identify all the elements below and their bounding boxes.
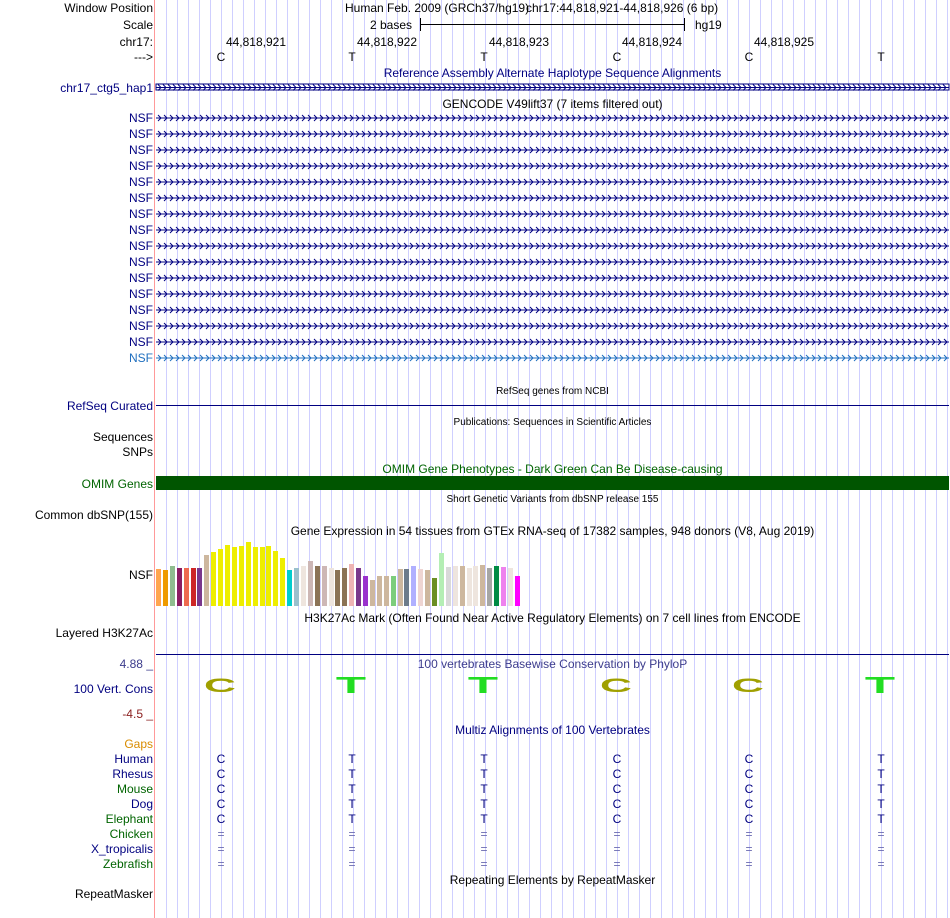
gtex-tissue-bar[interactable] [211, 552, 216, 606]
gtex-tissue-bar[interactable] [239, 546, 244, 606]
scale-bar [420, 24, 684, 25]
multiz-aligned-base: = [348, 827, 356, 841]
gtex-tissue-bar[interactable] [391, 576, 396, 606]
gtex-tissue-bar[interactable] [322, 566, 327, 606]
gtex-tissue-bar[interactable] [363, 576, 368, 606]
gtex-label[interactable]: NSF [129, 568, 153, 582]
refseq-title[interactable]: RefSeq genes from NCBI [496, 386, 609, 397]
multiz-aligned-base: = [745, 857, 753, 871]
gtex-tissue-bar[interactable] [156, 569, 161, 606]
h3k27ac-title[interactable]: H3K27Ac Mark (Often Found Near Active Regulatory Elements) on 7 cell lines from ENCODE [304, 611, 801, 625]
multiz-species-label[interactable]: Dog [130, 797, 153, 811]
sequence-base: C [744, 50, 754, 64]
multiz-aligned-base: C [216, 812, 226, 826]
multiz-aligned-base: T [348, 812, 356, 826]
refseq-label[interactable]: RefSeq Curated [66, 399, 153, 413]
multiz-aligned-base: T [348, 767, 356, 781]
multiz-aligned-base: C [216, 752, 226, 766]
sequence-base: C [612, 50, 622, 64]
coordinate-label: 44,818,924 [621, 35, 682, 49]
window-position-label[interactable]: Window Position [64, 1, 153, 15]
gtex-tissue-bar[interactable] [377, 576, 382, 606]
gtex-tissue-bar[interactable] [487, 568, 492, 606]
gtex-tissue-bar[interactable] [384, 576, 389, 606]
gtex-tissue-bar[interactable] [246, 542, 251, 606]
gencode-transcript-feature[interactable] [156, 175, 949, 189]
gencode-transcript-label[interactable]: NSF [129, 175, 153, 189]
multiz-aligned-base: = [613, 842, 621, 856]
multiz-species-label[interactable]: Elephant [105, 812, 153, 826]
gtex-tissue-bar[interactable] [191, 568, 196, 606]
scale-db: hg19 [695, 18, 722, 32]
multiz-aligned-base: = [745, 842, 753, 856]
multiz-aligned-base: C [744, 812, 754, 826]
gtex-tissue-bar[interactable] [501, 567, 506, 606]
gencode-transcript-feature[interactable] [156, 303, 949, 317]
multiz-aligned-base: = [613, 857, 621, 871]
gencode-transcript-feature[interactable] [156, 159, 949, 173]
gencode-transcript-feature[interactable] [156, 223, 949, 237]
gencode-transcript-feature[interactable] [156, 351, 949, 365]
position-text: chr17:44,818,921-44,818,926 (6 bp) [526, 1, 719, 15]
phylop-base-glyph: C [732, 673, 764, 697]
gtex-tissue-bar[interactable] [294, 568, 299, 606]
multiz-aligned-base: T [480, 767, 488, 781]
gencode-transcript-label[interactable]: NSF [129, 111, 153, 125]
gtex-bar-chart[interactable] [156, 540, 536, 606]
repeatmasker-label[interactable]: RepeatMasker [74, 887, 153, 901]
chrom-label[interactable]: chr17: [119, 35, 153, 49]
coordinate-label: 44,818,925 [753, 35, 814, 49]
gtex-tissue-bar[interactable] [177, 568, 182, 606]
gencode-transcript-label[interactable]: NSF [129, 351, 153, 365]
gtex-tissue-bar[interactable] [197, 568, 202, 606]
multiz-aligned-base: = [217, 857, 225, 871]
multiz-aligned-base: = [348, 842, 356, 856]
multiz-aligned-base: C [744, 797, 754, 811]
gtex-tissue-bar[interactable] [356, 568, 361, 606]
gtex-tissue-bar[interactable] [370, 580, 375, 606]
multiz-species-label[interactable]: Human [114, 752, 153, 766]
gtex-tissue-bar[interactable] [266, 546, 271, 606]
gencode-transcript-feature[interactable] [156, 255, 949, 269]
gencode-transcript-label[interactable]: NSF [129, 303, 153, 317]
multiz-title[interactable]: Multiz Alignments of 100 Vertebrates [455, 723, 650, 737]
multiz-species-label[interactable]: Chicken [109, 827, 153, 841]
gtex-tissue-bar[interactable] [467, 568, 472, 606]
gtex-tissue-bar[interactable] [411, 566, 416, 606]
gencode-transcript-label[interactable]: NSF [129, 255, 153, 269]
coordinate-label: 44,818,921 [225, 35, 286, 49]
gencode-transcript-feature[interactable] [156, 287, 949, 301]
multiz-aligned-base: C [612, 812, 622, 826]
multiz-aligned-base: C [744, 782, 754, 796]
dbsnp-label[interactable]: Common dbSNP(155) [34, 508, 153, 522]
multiz-gaps-label[interactable]: Gaps [124, 737, 153, 751]
gencode-transcript-label[interactable]: NSF [129, 127, 153, 141]
gtex-tissue-bar[interactable] [342, 568, 347, 606]
multiz-aligned-base: = [745, 827, 753, 841]
track-separator-line [154, 0, 155, 918]
gtex-tissue-bar[interactable] [260, 547, 265, 606]
multiz-aligned-base: = [877, 842, 885, 856]
scale-bar-right-tick [684, 18, 685, 31]
sequence-base: T [877, 50, 885, 64]
gtex-tissue-bar[interactable] [515, 576, 520, 606]
gtex-title[interactable]: Gene Expression in 54 tissues from GTEx RNA-seq of 17382 samples, 948 donors (V8, Aug 2019) [290, 524, 815, 538]
gtex-tissue-bar[interactable] [453, 566, 458, 606]
multiz-aligned-base: C [612, 767, 622, 781]
gencode-transcript-label[interactable]: NSF [129, 319, 153, 333]
multiz-aligned-base: C [216, 767, 226, 781]
multiz-aligned-base: C [612, 782, 622, 796]
multiz-aligned-base: T [877, 812, 885, 826]
multiz-aligned-base: T [480, 782, 488, 796]
gencode-title[interactable]: GENCODE V49lift37 (7 items filtered out) [442, 97, 663, 111]
gtex-tissue-bar[interactable] [218, 549, 223, 606]
sequence-base: C [216, 50, 226, 64]
multiz-aligned-base: C [612, 752, 622, 766]
multiz-aligned-base: = [613, 827, 621, 841]
gencode-transcript-feature[interactable] [156, 335, 949, 349]
gtex-tissue-bar[interactable] [480, 565, 485, 606]
multiz-aligned-base: = [480, 857, 488, 871]
gtex-tissue-bar[interactable] [460, 566, 465, 606]
omim-title[interactable]: OMIM Gene Phenotypes - Dark Green Can Be Disease-causing [382, 462, 723, 476]
multiz-species-label[interactable]: X_tropicalis [90, 842, 153, 856]
publications-sequences-label[interactable]: Sequences [92, 430, 153, 444]
multiz-aligned-base: = [877, 857, 885, 871]
omim-label[interactable]: OMIM Genes [81, 477, 153, 491]
multiz-species-label[interactable]: Zebrafish [102, 857, 153, 871]
gtex-tissue-bar[interactable] [225, 545, 230, 606]
strand-label[interactable]: ---> [134, 50, 153, 64]
gencode-transcript-label[interactable]: NSF [129, 239, 153, 253]
multiz-species-label[interactable]: Mouse [116, 782, 153, 796]
gtex-tissue-bar[interactable] [232, 547, 237, 606]
gtex-tissue-bar[interactable] [184, 568, 189, 606]
gencode-transcript-feature[interactable] [156, 207, 949, 221]
multiz-aligned-base: C [744, 767, 754, 781]
h3k27ac-label[interactable]: Layered H3K27Ac [55, 626, 153, 640]
multiz-aligned-base: C [216, 782, 226, 796]
multiz-aligned-base: T [877, 782, 885, 796]
multiz-aligned-base: C [216, 797, 226, 811]
dbsnp-title[interactable]: Short Genetic Variants from dbSNP release 155 [446, 494, 659, 505]
multiz-species-label[interactable]: Rhesus [112, 767, 153, 781]
multiz-aligned-base: = [217, 827, 225, 841]
gtex-tissue-bar[interactable] [404, 569, 409, 606]
repeatmasker-title[interactable]: Repeating Elements by RepeatMasker [449, 873, 656, 887]
gencode-transcript-feature[interactable] [156, 319, 949, 333]
omim-feature[interactable] [156, 476, 949, 490]
gtex-tissue-bar[interactable] [163, 570, 168, 606]
assembly-name: Human Feb. 2009 (GRCh37/hg19) [345, 1, 530, 15]
h3k27ac-baseline [156, 654, 949, 655]
gtex-tissue-bar[interactable] [204, 555, 209, 606]
gencode-transcript-feature[interactable] [156, 271, 949, 285]
sequence-base: T [348, 50, 356, 64]
phylop-base-glyph: C [204, 673, 236, 697]
gencode-transcript-label[interactable]: NSF [129, 159, 153, 173]
gtex-tissue-bar[interactable] [273, 551, 278, 606]
refseq-feature[interactable] [156, 405, 949, 406]
gencode-transcript-label[interactable]: NSF [129, 287, 153, 301]
phylop-title[interactable]: 100 vertebrates Basewise Conservation by PhyloP [417, 657, 688, 671]
gtex-tissue-bar[interactable] [301, 566, 306, 606]
multiz-aligned-base: T [877, 752, 885, 766]
coordinate-label: 44,818,923 [488, 35, 549, 49]
gencode-transcript-feature[interactable] [156, 239, 949, 253]
gencode-transcript-feature[interactable] [156, 111, 949, 125]
gencode-transcript-feature[interactable] [156, 143, 949, 157]
multiz-aligned-base: = [480, 842, 488, 856]
gtex-tissue-bar[interactable] [335, 570, 340, 606]
multiz-aligned-base: T [480, 752, 488, 766]
multiz-aligned-base: T [348, 797, 356, 811]
multiz-aligned-base: T [877, 797, 885, 811]
phylop-label[interactable]: 100 Vert. Cons [73, 682, 153, 696]
gtex-tissue-bar[interactable] [329, 568, 334, 606]
gencode-transcript-label[interactable]: NSF [129, 207, 153, 221]
alt-haplo-title[interactable]: Reference Assembly Alternate Haplotype Sequence Alignments [383, 66, 722, 80]
gtex-tissue-bar[interactable] [280, 558, 285, 606]
gtex-tissue-bar[interactable] [418, 569, 423, 606]
phylop-base-glyph: T [864, 671, 896, 699]
gtex-tissue-bar[interactable] [398, 569, 403, 606]
coordinate-label: 44,818,922 [356, 35, 417, 49]
multiz-aligned-base: T [480, 797, 488, 811]
sequence-base: T [480, 50, 488, 64]
phylop-min-label: -4.5 _ [122, 707, 153, 721]
publications-title[interactable]: Publications: Sequences in Scientific Articles [453, 417, 652, 428]
multiz-aligned-base: C [612, 797, 622, 811]
gtex-tissue-bar[interactable] [473, 566, 478, 606]
alt-haplo-label[interactable]: chr17_ctg5_hap1 [60, 81, 153, 95]
multiz-aligned-base: T [877, 767, 885, 781]
gencode-transcript-feature[interactable] [156, 191, 949, 205]
scale-label[interactable]: Scale [122, 18, 153, 32]
phylop-base-glyph: C [600, 673, 632, 697]
gtex-tissue-bar[interactable] [170, 566, 175, 606]
gtex-tissue-bar[interactable] [432, 578, 437, 606]
gtex-tissue-bar[interactable] [349, 564, 354, 606]
gtex-tissue-bar[interactable] [287, 570, 292, 606]
gtex-tissue-bar[interactable] [253, 547, 258, 606]
publications-snps-label[interactable]: SNPs [122, 445, 153, 459]
gencode-transcript-label[interactable]: NSF [129, 191, 153, 205]
gencode-transcript-label[interactable]: NSF [129, 271, 153, 285]
gtex-tissue-bar[interactable] [508, 568, 513, 606]
gencode-transcript-feature[interactable] [156, 127, 949, 141]
gencode-transcript-label[interactable]: NSF [129, 335, 153, 349]
multiz-aligned-base: = [348, 857, 356, 871]
phylop-max-label: 4.88 _ [119, 657, 153, 671]
gtex-tissue-bar[interactable] [446, 567, 451, 606]
gencode-transcript-label[interactable]: NSF [129, 143, 153, 157]
multiz-aligned-base: C [744, 752, 754, 766]
multiz-aligned-base: T [348, 752, 356, 766]
scale-text: 2 bases [370, 18, 413, 32]
alt-haplo-feature[interactable] [156, 83, 949, 92]
phylop-base-glyph: T [335, 671, 367, 699]
multiz-aligned-base: = [480, 827, 488, 841]
gtex-tissue-bar[interactable] [439, 553, 444, 606]
phylop-base-glyph: T [467, 671, 499, 699]
gtex-tissue-bar[interactable] [494, 566, 499, 606]
multiz-aligned-base: T [480, 812, 488, 826]
multiz-aligned-base: = [877, 827, 885, 841]
gtex-tissue-bar[interactable] [315, 566, 320, 606]
gtex-tissue-bar[interactable] [425, 570, 430, 606]
multiz-aligned-base: = [217, 842, 225, 856]
multiz-aligned-base: T [348, 782, 356, 796]
gtex-tissue-bar[interactable] [308, 561, 313, 606]
scale-bar-left-tick [420, 18, 421, 31]
gencode-transcript-label[interactable]: NSF [129, 223, 153, 237]
